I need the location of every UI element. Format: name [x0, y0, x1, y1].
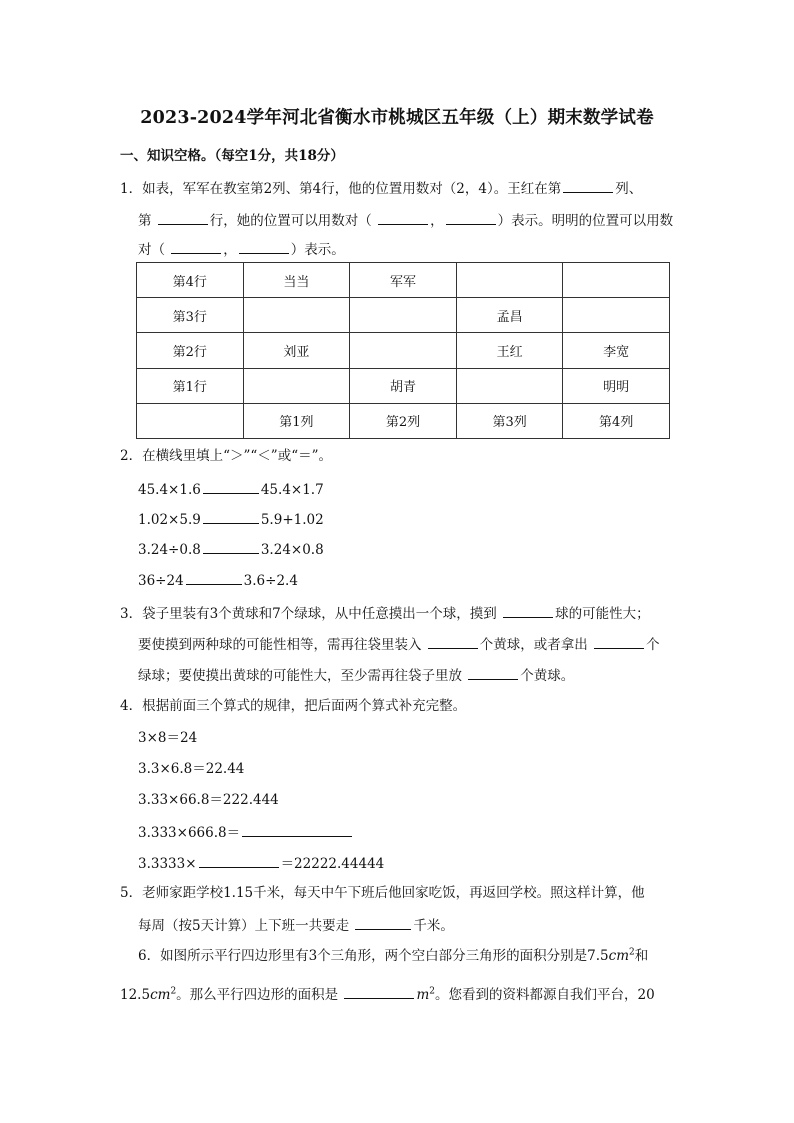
- expression: 5.9+1.02: [260, 512, 324, 528]
- answer-blank[interactable]: [203, 478, 259, 494]
- table-cell: [350, 298, 457, 333]
- q3-text: 3．袋子里装有3个黄球和7个绿球，从中任意摸出一个球，摸到: [120, 606, 497, 622]
- seating-table: [136, 262, 670, 439]
- formula: 3.333×666.8＝: [138, 825, 241, 841]
- table-cell: [243, 298, 350, 333]
- section-heading: 一、知识空格。（每空1分，共18分）: [120, 148, 344, 164]
- table-cell: 胡青: [350, 368, 457, 403]
- q1-line1: [120, 177, 642, 199]
- answer-blank[interactable]: [199, 852, 279, 868]
- q6-line1: [138, 946, 648, 966]
- q3-text: 球的可能性大；: [555, 606, 650, 622]
- q6-text: 6．如图所示平行四边形里有3个三角形，两个空白部分三角形的面积分别是7.5: [138, 948, 609, 964]
- expression: 3.6÷2.4: [243, 573, 298, 589]
- table-cell: 第3行: [137, 298, 244, 333]
- unit-text: m: [416, 987, 430, 1003]
- q1-line2: [138, 209, 673, 231]
- q3-line1: [120, 602, 650, 624]
- q1-line3: [138, 238, 345, 260]
- table-cell: 第2行: [137, 333, 244, 368]
- formula: 3.33×66.8＝222.444: [138, 792, 279, 808]
- answer-blank[interactable]: [428, 633, 478, 649]
- formula: 3×8＝24: [138, 730, 198, 746]
- table-cell: 刘亚: [243, 333, 350, 368]
- table-cell: [456, 263, 563, 298]
- table-cell: 明明: [563, 368, 670, 403]
- q3-text: 绿球；要使摸出黄球的可能性大，至少需再往袋子里放: [138, 668, 462, 684]
- q6-text: 和: [634, 948, 649, 964]
- q2-item: [138, 569, 298, 591]
- q2-item: [138, 538, 324, 560]
- table-cell: 李宽: [563, 333, 670, 368]
- table-cell: [563, 298, 670, 333]
- table-cell: [137, 403, 244, 438]
- q3-text: 个黄球。: [520, 668, 575, 684]
- answer-blank[interactable]: [563, 177, 613, 193]
- answer-blank[interactable]: [355, 914, 411, 930]
- table-row: [137, 368, 670, 403]
- q2-item: [138, 508, 324, 530]
- table-cell: 军军: [350, 263, 457, 298]
- q3-text: 要使摸到两种球的可能性相等，需再往袋里装入: [138, 637, 422, 653]
- expression: 1.02×5.9: [138, 512, 201, 528]
- answer-blank[interactable]: [186, 569, 242, 585]
- answer-blank[interactable]: [446, 209, 496, 225]
- formula-with-blank: [138, 852, 384, 874]
- table-row: [137, 403, 670, 438]
- q4-stem: 4．根据前面三个算式的规律，把后面两个算式补充完整。: [120, 698, 467, 714]
- table-cell: 第1行: [137, 368, 244, 403]
- q3-line2: [138, 633, 660, 655]
- q3-text: 个: [646, 637, 660, 653]
- q1-text: 第: [138, 213, 152, 229]
- q5-text: 千米。: [413, 918, 454, 934]
- table-cell: [563, 263, 670, 298]
- answer-blank[interactable]: [242, 821, 352, 837]
- table-cell: 第1列: [243, 403, 350, 438]
- answer-blank[interactable]: [171, 238, 221, 254]
- answer-blank[interactable]: [503, 602, 553, 618]
- expression: 36÷24: [138, 573, 184, 589]
- table-cell: 第4列: [563, 403, 670, 438]
- q2-item: [138, 478, 324, 500]
- q1-text: ）表示。明明的位置可以用数: [497, 213, 674, 229]
- q5-line1: 5．老师家距学校1.15千米，每天中午下班后他回家吃饭，再返回学校。照这样计算，他: [120, 885, 645, 901]
- q5-line2: [138, 914, 454, 936]
- answer-blank[interactable]: [468, 664, 518, 680]
- answer-blank[interactable]: [158, 209, 208, 225]
- table-row: [137, 333, 670, 368]
- q6-line2: [120, 983, 655, 1005]
- q1-text: 行，她的位置可以用数对（: [209, 213, 372, 229]
- formula: 3.3333×: [138, 856, 197, 872]
- answer-blank[interactable]: [378, 209, 428, 225]
- q1-text: ，: [223, 242, 237, 258]
- table-row: [137, 263, 670, 298]
- answer-blank[interactable]: [344, 983, 414, 999]
- q1-text: 列、: [615, 181, 643, 197]
- formula-with-blank: [138, 821, 354, 843]
- table-cell: 第4行: [137, 263, 244, 298]
- q3-line3: [138, 664, 574, 686]
- answer-blank[interactable]: [239, 238, 289, 254]
- superscript: 2: [170, 986, 177, 997]
- answer-blank[interactable]: [203, 508, 259, 524]
- q1-text: ，: [430, 213, 444, 229]
- table-cell: 当当: [243, 263, 350, 298]
- page-title: 2023-2024学年河北省衡水市桃城区五年级（上）期末数学试卷: [140, 108, 654, 128]
- q6-text: 12.5: [120, 987, 151, 1003]
- superscript: 2: [629, 947, 635, 958]
- q1-text: 对（: [138, 242, 165, 258]
- q3-text: 个黄球，或者拿出: [479, 637, 588, 653]
- unit-text: cm: [150, 987, 171, 1003]
- expression: 45.4×1.6: [138, 482, 201, 498]
- formula: ＝22222.44444: [280, 856, 385, 872]
- q1-text: ）表示。: [290, 242, 345, 258]
- q2-stem: 2．在横线里填上“＞”“＜”或“＝”。: [120, 448, 332, 464]
- expression: 3.24×0.8: [260, 542, 324, 558]
- table-cell: 孟昌: [456, 298, 563, 333]
- table-cell: 第3列: [456, 403, 563, 438]
- q6-text: 。那么平行四边形的面积是: [176, 987, 339, 1003]
- q1-text: 1．如表，军军在教室第2列、第4行，他的位置用数对（2，4）。王红在第: [120, 181, 562, 197]
- answer-blank[interactable]: [594, 633, 644, 649]
- answer-blank[interactable]: [203, 538, 259, 554]
- table-cell: [243, 368, 350, 403]
- table-cell: 王红: [456, 333, 563, 368]
- superscript: 2: [429, 986, 436, 997]
- table-cell: [350, 333, 457, 368]
- unit-text: cm: [608, 948, 630, 964]
- table-cell: 第2列: [350, 403, 457, 438]
- expression: 45.4×1.7: [260, 482, 324, 498]
- expression: 3.24÷0.8: [138, 542, 201, 558]
- q6-text: 。您看到的资料都源自我们平台，20: [435, 987, 655, 1003]
- q5-text: 每周（按5天计算）上下班一共要走: [138, 918, 350, 934]
- table-row: [137, 298, 670, 333]
- table-cell: [456, 368, 563, 403]
- formula: 3.3×6.8＝22.44: [138, 761, 245, 777]
